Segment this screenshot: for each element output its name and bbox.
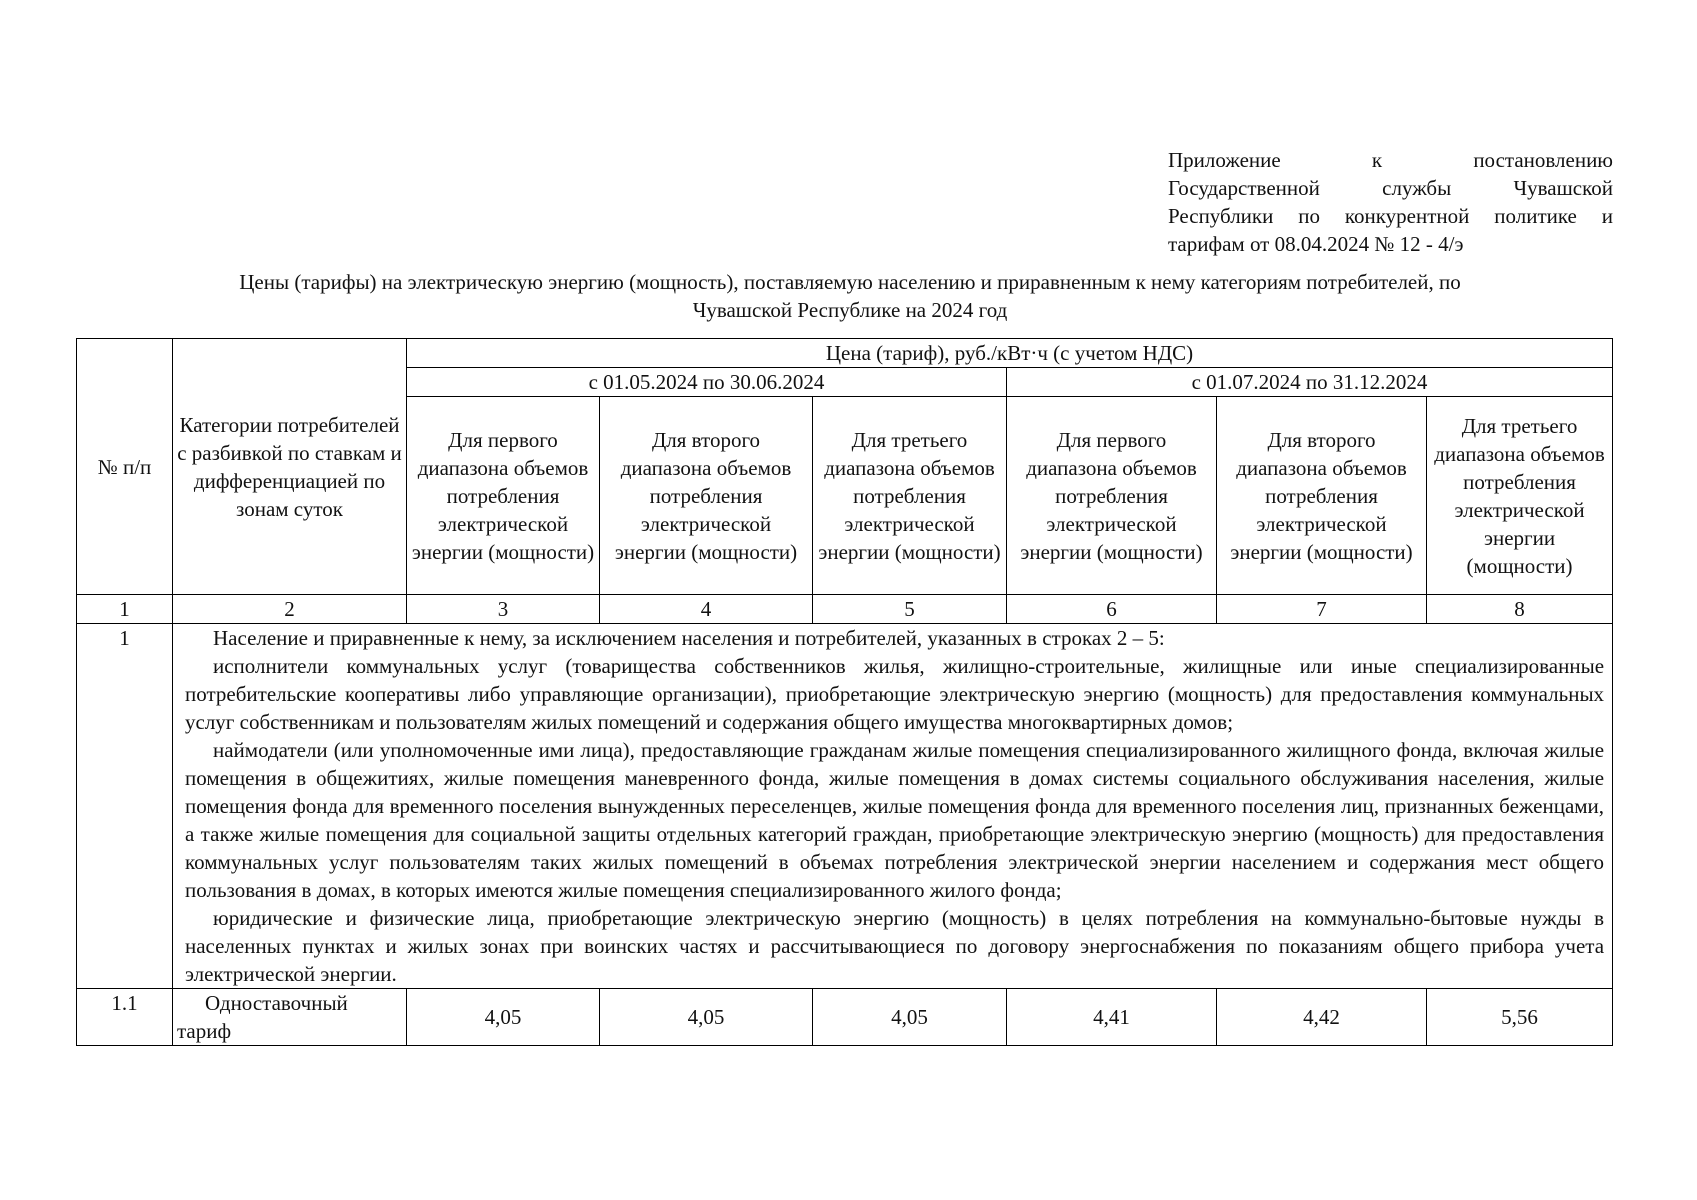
column-number: 4 xyxy=(600,595,813,624)
appendix-line: Республики по конкурентной политике и xyxy=(1168,204,1613,228)
tariff-value: 4,42 xyxy=(1217,989,1427,1046)
header-price: Цена (тариф), руб./кВт·ч (с учетом НДС) xyxy=(407,339,1613,368)
appendix-line: Приложение к постановлению xyxy=(1168,148,1613,172)
title-line-1: Цены (тарифы) на электрическую энергию (мощность), поставляемую населению и приравненным к нему категориям потребителей, по xyxy=(239,270,1461,294)
description-paragraph: юридические и физические лица, приобретающие электрическую энергию (мощность) в целях потребления на коммунально-бытовые нужды в населенных пунктах и жилых зонах при воинских частях и рассчитывающиеся по договору энергоснабжения по показаниям общего прибора учета электрической энергии. xyxy=(185,906,1605,986)
header-range: Для первого диапазона объемов потребления электрической энергии (мощности) xyxy=(1007,397,1217,595)
column-number: 5 xyxy=(813,595,1007,624)
column-number: 3 xyxy=(407,595,600,624)
tariff-value: 5,56 xyxy=(1427,989,1613,1046)
description-paragraph: исполнители коммунальных услуг (товарищества собственников жилья, жилищно-строительные, жилищные или иные специализированные потребительские кооперативы либо управляющие организации), приобретающие электрическую энергию (мощность) для предоставления коммунальных услуг собственникам и пользователям жилых помещений и содержания общего имущества многоквартирных домов; xyxy=(185,654,1605,734)
header-range: Для первого диапазона объемов потребления электрической энергии (мощности) xyxy=(407,397,600,595)
row-number: 1 xyxy=(77,624,173,989)
appendix-block xyxy=(1168,146,1613,258)
title-line-2: Чувашской Республике на 2024 год xyxy=(692,298,1008,322)
tariff-value: 4,05 xyxy=(813,989,1007,1046)
header-range: Для третьего диапазона объемов потребления электрической энергии (мощности) xyxy=(1427,397,1613,595)
row-description xyxy=(173,624,1613,989)
tariff-value: 4,05 xyxy=(600,989,813,1046)
description-paragraph: наймодатели (или уполномоченные ими лица), предоставляющие гражданам жилые помещения специализированного жилищного фонда, включая жилые помещения в общежитиях, жилые помещения маневренного фонда, жилые помещения в домах системы социального обслуживания населения, жилые помещения фонда для временного поселения вынужденных переселенцев, жилые помещения фонда для временного поселения лиц, признанных беженцами, а также жилые помещения для социальной защиты отдельных категорий граждан, приобретающие электрическую энергию (мощность) для предоставления коммунальных услуг пользователям таких жилых помещений в объемах потребления электрической энергии населением и содержания мест общего пользования в домах, в которых имеются жилые помещения специализированного жилого фонда; xyxy=(185,738,1605,902)
column-number: 2 xyxy=(173,595,407,624)
table-row xyxy=(77,989,1613,1046)
description-paragraph: Население и приравненные к нему, за исключением населения и потребителей, указанных в строках 2 – 5: xyxy=(213,626,1165,650)
appendix-line: Государственной службы Чувашской xyxy=(1168,176,1613,200)
row-number: 1.1 xyxy=(77,989,173,1046)
row-category: Одноставочный тариф xyxy=(173,989,407,1046)
table-row xyxy=(77,624,1613,989)
header-period-1: с 01.05.2024 по 30.06.2024 xyxy=(407,368,1007,397)
column-number: 1 xyxy=(77,595,173,624)
column-number: 6 xyxy=(1007,595,1217,624)
appendix-line: тарифам от 08.04.2024 № 12 - 4/э xyxy=(1168,232,1464,256)
column-number: 7 xyxy=(1217,595,1427,624)
header-category: Категории потребителей с разбивкой по ставкам и дифференциацией по зонам суток xyxy=(173,339,407,595)
header-range: Для третьего диапазона объемов потребления электрической энергии (мощности) xyxy=(813,397,1007,595)
header-range: Для второго диапазона объемов потребления электрической энергии (мощности) xyxy=(600,397,813,595)
header-num: № п/п xyxy=(77,339,173,595)
header-range: Для второго диапазона объемов потребления электрической энергии (мощности) xyxy=(1217,397,1427,595)
tariff-value: 4,05 xyxy=(407,989,600,1046)
document-title xyxy=(100,268,1600,324)
column-number: 8 xyxy=(1427,595,1613,624)
header-period-2: с 01.07.2024 по 31.12.2024 xyxy=(1007,368,1613,397)
tariff-value: 4,41 xyxy=(1007,989,1217,1046)
tariff-table xyxy=(76,338,1613,1046)
